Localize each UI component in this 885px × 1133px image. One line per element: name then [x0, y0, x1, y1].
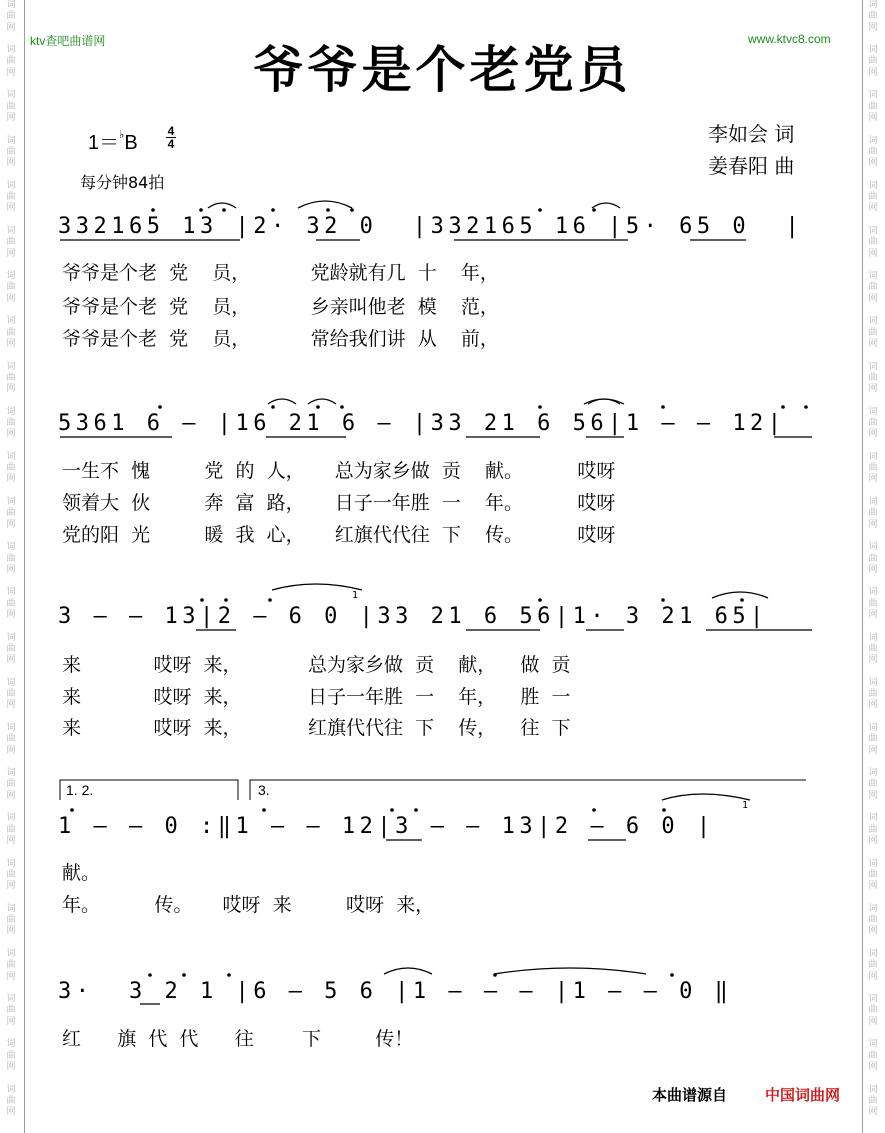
volta-bracket-first — [60, 780, 238, 800]
high-octave-dot — [271, 405, 275, 409]
lyrics-line-3-verse-1: 来 哎呀 来， 总为家乡做 贡 献， 做 贡 — [62, 654, 571, 676]
slur — [308, 399, 336, 404]
high-octave-dot — [222, 208, 226, 212]
notation-line-5: 3· 3 2 1 |6 — 5 6 |1 — — — |1 — — 0 ‖ — [58, 979, 733, 1004]
high-octave-dot — [316, 405, 320, 409]
high-octave-dot — [182, 973, 186, 977]
beam-underlines — [60, 240, 812, 1004]
high-octave-dot — [151, 208, 155, 212]
high-octave-dot — [227, 973, 231, 977]
notation-line-3: 3 — — 13|2 — 6 0 |33 21 6 56|1· 3 21 65| — [58, 604, 768, 629]
slur — [208, 203, 236, 208]
high-octave-dot — [592, 808, 596, 812]
high-octave-dot — [200, 598, 204, 602]
slurs — [208, 201, 768, 974]
volta-third-ending: 3. — [258, 782, 270, 798]
slur — [712, 592, 768, 598]
notation-line-2: 5361 6 — |16 21 6 — |33 21 6 56|1 — — 12| — [58, 411, 786, 436]
key-label: 1＝ — [88, 132, 120, 154]
lyrics-line-2-verse-3: 党的阳 光 暖 我 心， 红旗代代往 下 传。 哎呀 — [62, 524, 616, 546]
lyrics-line-1-verse-2: 爷爷是个老 党 员， 乡亲叫他老 模 范， — [62, 296, 499, 318]
source-label: 本曲谱源自 — [652, 1086, 728, 1104]
high-octave-dot — [662, 808, 666, 812]
slur — [662, 794, 750, 800]
high-octave-dot — [740, 598, 744, 602]
meter-top: 4 — [167, 124, 175, 138]
slur — [494, 968, 646, 974]
high-octave-dot — [538, 405, 542, 409]
lyricist-credit: 李如会 词 — [708, 122, 795, 146]
high-octave-dot — [326, 208, 330, 212]
lyrics-line-1-verse-1: 爷爷是个老 党 员， 党龄就有几 十 年， — [62, 262, 499, 284]
high-octave-dot — [224, 598, 228, 602]
source-site-link[interactable]: 中国词曲网 — [765, 1086, 841, 1104]
site-url-right[interactable]: www.ktvc8.com — [748, 32, 831, 46]
key-note: B — [124, 132, 138, 154]
lyrics-line-4-verse-1: 献。 — [62, 862, 101, 884]
slur — [268, 399, 296, 404]
composer-credit: 姜春阳 曲 — [708, 154, 795, 178]
slur — [588, 399, 620, 404]
meter-bottom: 4 — [167, 137, 175, 151]
lyrics-line-1-verse-3: 爷爷是个老 党 员， 常给我们讲 从 前， — [62, 328, 499, 350]
high-octave-dot — [592, 208, 596, 212]
high-octave-dot — [350, 208, 354, 212]
high-octave-dot — [262, 808, 266, 812]
notation-line-4: 1 — — 0 :‖1 — — 12|3 — — 13|2 — 6 0 | — [58, 814, 715, 839]
high-octave-dot — [414, 808, 418, 812]
slur — [298, 201, 352, 208]
high-octave-dot — [70, 808, 74, 812]
high-octave-dot — [538, 208, 542, 212]
site-name-left[interactable]: ktv查吧曲谱网 — [30, 34, 106, 48]
lyrics-line-3-verse-2: 来 哎呀 来， 日子一年胜 一 年， 胜 一 — [62, 686, 571, 708]
slur — [272, 584, 362, 590]
high-octave-dot — [148, 973, 152, 977]
song-title: 爷爷是个老党员 — [253, 41, 632, 99]
octave-dots — [70, 208, 808, 977]
grace-note-line-3: 1 — [352, 590, 359, 601]
watermark-strip-left: 词 曲 网 词 曲 网 词 曲 网 词 曲 网 词 曲 网 词 曲 网 词 曲 网 词 曲 网 词 曲 网 词 曲 网 词 曲 网 词 曲 网 词 曲 网 词 曲 网 词 曲 网 词 曲 网 词 曲 网 词 曲 网 词 曲 网 词 曲 网 词 曲 网 词 曲 网 词 曲 网 词 曲 网 词 曲 网 — [6, 0, 16, 1118]
flat-sign: ♭ — [119, 129, 125, 142]
high-octave-dot — [538, 598, 542, 602]
slur — [592, 203, 620, 208]
lyrics-line-2-verse-2: 领着大 伙 奔 富 路， 日子一年胜 一 年。 哎呀 — [62, 492, 616, 514]
slur — [384, 968, 432, 974]
volta-first-ending: 1. 2. — [66, 782, 94, 798]
high-octave-dot — [390, 808, 394, 812]
high-octave-dot — [661, 405, 665, 409]
lyrics-line-5: 红 旗 代 代 往 下 传！ — [62, 1028, 414, 1050]
volta-brackets — [60, 780, 806, 800]
high-octave-dot — [158, 405, 162, 409]
high-octave-dot — [268, 598, 272, 602]
high-octave-dot — [661, 598, 665, 602]
high-octave-dot — [781, 405, 785, 409]
watermark-strip-right: 词 曲 网 词 曲 网 词 曲 网 词 曲 网 词 曲 网 词 曲 网 词 曲 网 词 曲 网 词 曲 网 词 曲 网 词 曲 网 词 曲 网 词 曲 网 词 曲 网 词 曲 网 词 曲 网 词 曲 网 词 曲 网 词 曲 网 词 曲 网 词 曲 网 词 曲 网 词 曲 网 词 曲 网 词 曲 网 — [868, 0, 878, 1118]
tempo-marking: 每分钟84拍 — [80, 173, 165, 192]
high-octave-dot — [340, 405, 344, 409]
high-octave-dot — [670, 973, 674, 977]
high-octave-dot — [271, 208, 275, 212]
notation-line-1: 332165 13 |2· 32 0 |332165 16 |5· 65 0 | — [58, 214, 804, 239]
high-octave-dot — [493, 973, 497, 977]
lyrics-line-2-verse-1: 一生不 愧 党 的 人， 总为家乡做 贡 献。 哎呀 — [62, 460, 616, 482]
grace-note-line-4: 1 — [742, 800, 749, 811]
volta-bracket-third — [250, 780, 806, 800]
high-octave-dot — [199, 208, 203, 212]
high-octave-dot — [804, 405, 808, 409]
lyrics-line-3-verse-3: 来 哎呀 来， 红旗代代往 下 传， 往 下 — [62, 717, 571, 739]
lyrics-line-4-verse-2: 年。 传。 哎呀 来 哎呀 来， — [62, 894, 435, 916]
